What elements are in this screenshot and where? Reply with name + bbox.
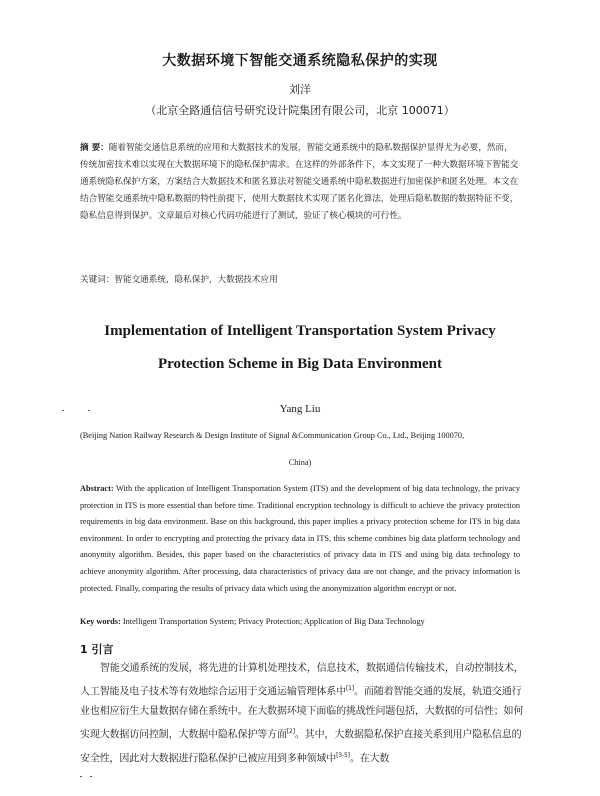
english-abstract-label: Abstract: — [80, 484, 114, 493]
english-title-line-2: Protection Scheme in Big Data Environment — [157, 356, 442, 372]
intro-text-a: 智能交通系统的发展，将先进的计算机处理技术，信息技术，数据通信传输技术，自动控制技术，人工智能及电子技术等有效地综合运用于交通运输管理体系中 — [80, 663, 524, 698]
chinese-title: 大数据环境下智能交通系统隐私保护的实现 — [162, 53, 438, 69]
english-abstract — [80, 481, 520, 597]
chinese-keywords — [80, 273, 520, 287]
chinese-affiliation: （北京全路通信信号研究设计院集团有限公司，北京 100071） — [145, 104, 455, 117]
chinese-abstract-text: 随着智能交通信息系统的应用和大数据技术的发展，智能交通系统中的隐私数据保护显得尤为必要，然而，传统加密技术难以实现在大数据环境下的隐私保护需求。在这样的外部条件下，本文实现了一种大数据环境下智能交通系统隐私保护方案，方案结合大数据技术和匿名算法对智能交通系统中隐私数据进行加密保护和匿名处理。本文在结合智能交通系统中隐私数据的特性前提下，使用大数据技术实现了匿名化算法，处理后隐私数据的数据特征不变，隐私信息得到保护。文章最后对核心代码功能进行了测试，验证了核心模块的可行性。 — [80, 143, 519, 222]
scan-speck — [80, 776, 82, 777]
english-title-line-1: Implementation of Intelligent Transportation System Privacy — [104, 323, 496, 339]
scan-speck — [88, 410, 90, 411]
english-affiliation-line-2: China) — [288, 458, 312, 467]
section-heading-introduction: 1 引言 — [80, 643, 114, 656]
english-keywords-text: Intelligent Transportation System; Privacy Protection; Application of Big Data Technology — [122, 617, 425, 626]
citation-1: [1] — [345, 685, 355, 692]
scan-speck — [90, 776, 92, 777]
chinese-abstract — [80, 140, 520, 225]
english-abstract-text: With the application of Intelligent Transportation System (ITS) and the development of big data technology, the privacy protection in ITS is more essential than before time. Traditional encryption technology is difficult to achieve the privacy protection requirements in big data environment. Base on this background, this paper implies a privacy protection scheme for ITS in big data environment. In order to encrypting and protecting the privacy data in ITS, this scheme combines big data platform technology and anonymity algorithm. Besides, this paper based on the characteristics of privacy data in ITS and using big data technology to achieve anonymity algorithm. After processing, data characteristics of privacy data are not change, and the privacy information is protected. Finally, comparing the results of privacy data which using the anonymization algorithm encrypt or not. — [80, 484, 520, 593]
intro-text-d: 。在大数 — [349, 752, 390, 764]
citation-3-5: [3-5] — [336, 751, 350, 759]
english-affiliation-line-1: (Beijing Nation Railway Research & Design Institute of Signal &Communication Group Co., Ltd., Beijing 100070, — [80, 431, 465, 440]
scan-speck — [62, 410, 64, 411]
english-keywords-label: Key words: — [80, 617, 121, 626]
english-author: Yang Liu — [279, 403, 321, 415]
chinese-keywords-label: 关键词： — [80, 275, 115, 285]
english-keywords — [80, 617, 520, 626]
introduction-paragraph — [80, 659, 526, 769]
chinese-keywords-text: 智能交通系统，隐私保护，大数据技术应用 — [114, 275, 278, 285]
intro-text-c: 。其中，大数据隐私保护直接关系到用户隐私信息的安全性，因此对大数据进行隐私保护已被应用到多种领域中 — [80, 729, 522, 764]
citation-2: [2] — [286, 728, 295, 736]
chinese-abstract-label: 摘 要： — [80, 143, 109, 153]
chinese-author: 刘洋 — [289, 83, 311, 96]
intro-text-b: 。而随着智能交通的发展，轨道交通行业也相应衍生大量数据存储在系统中。在大数据环境下面临的挑战性问题包括，大数据的可信性；如何实现大数据访问控制，大数据中隐私保护等方面 — [80, 686, 524, 741]
